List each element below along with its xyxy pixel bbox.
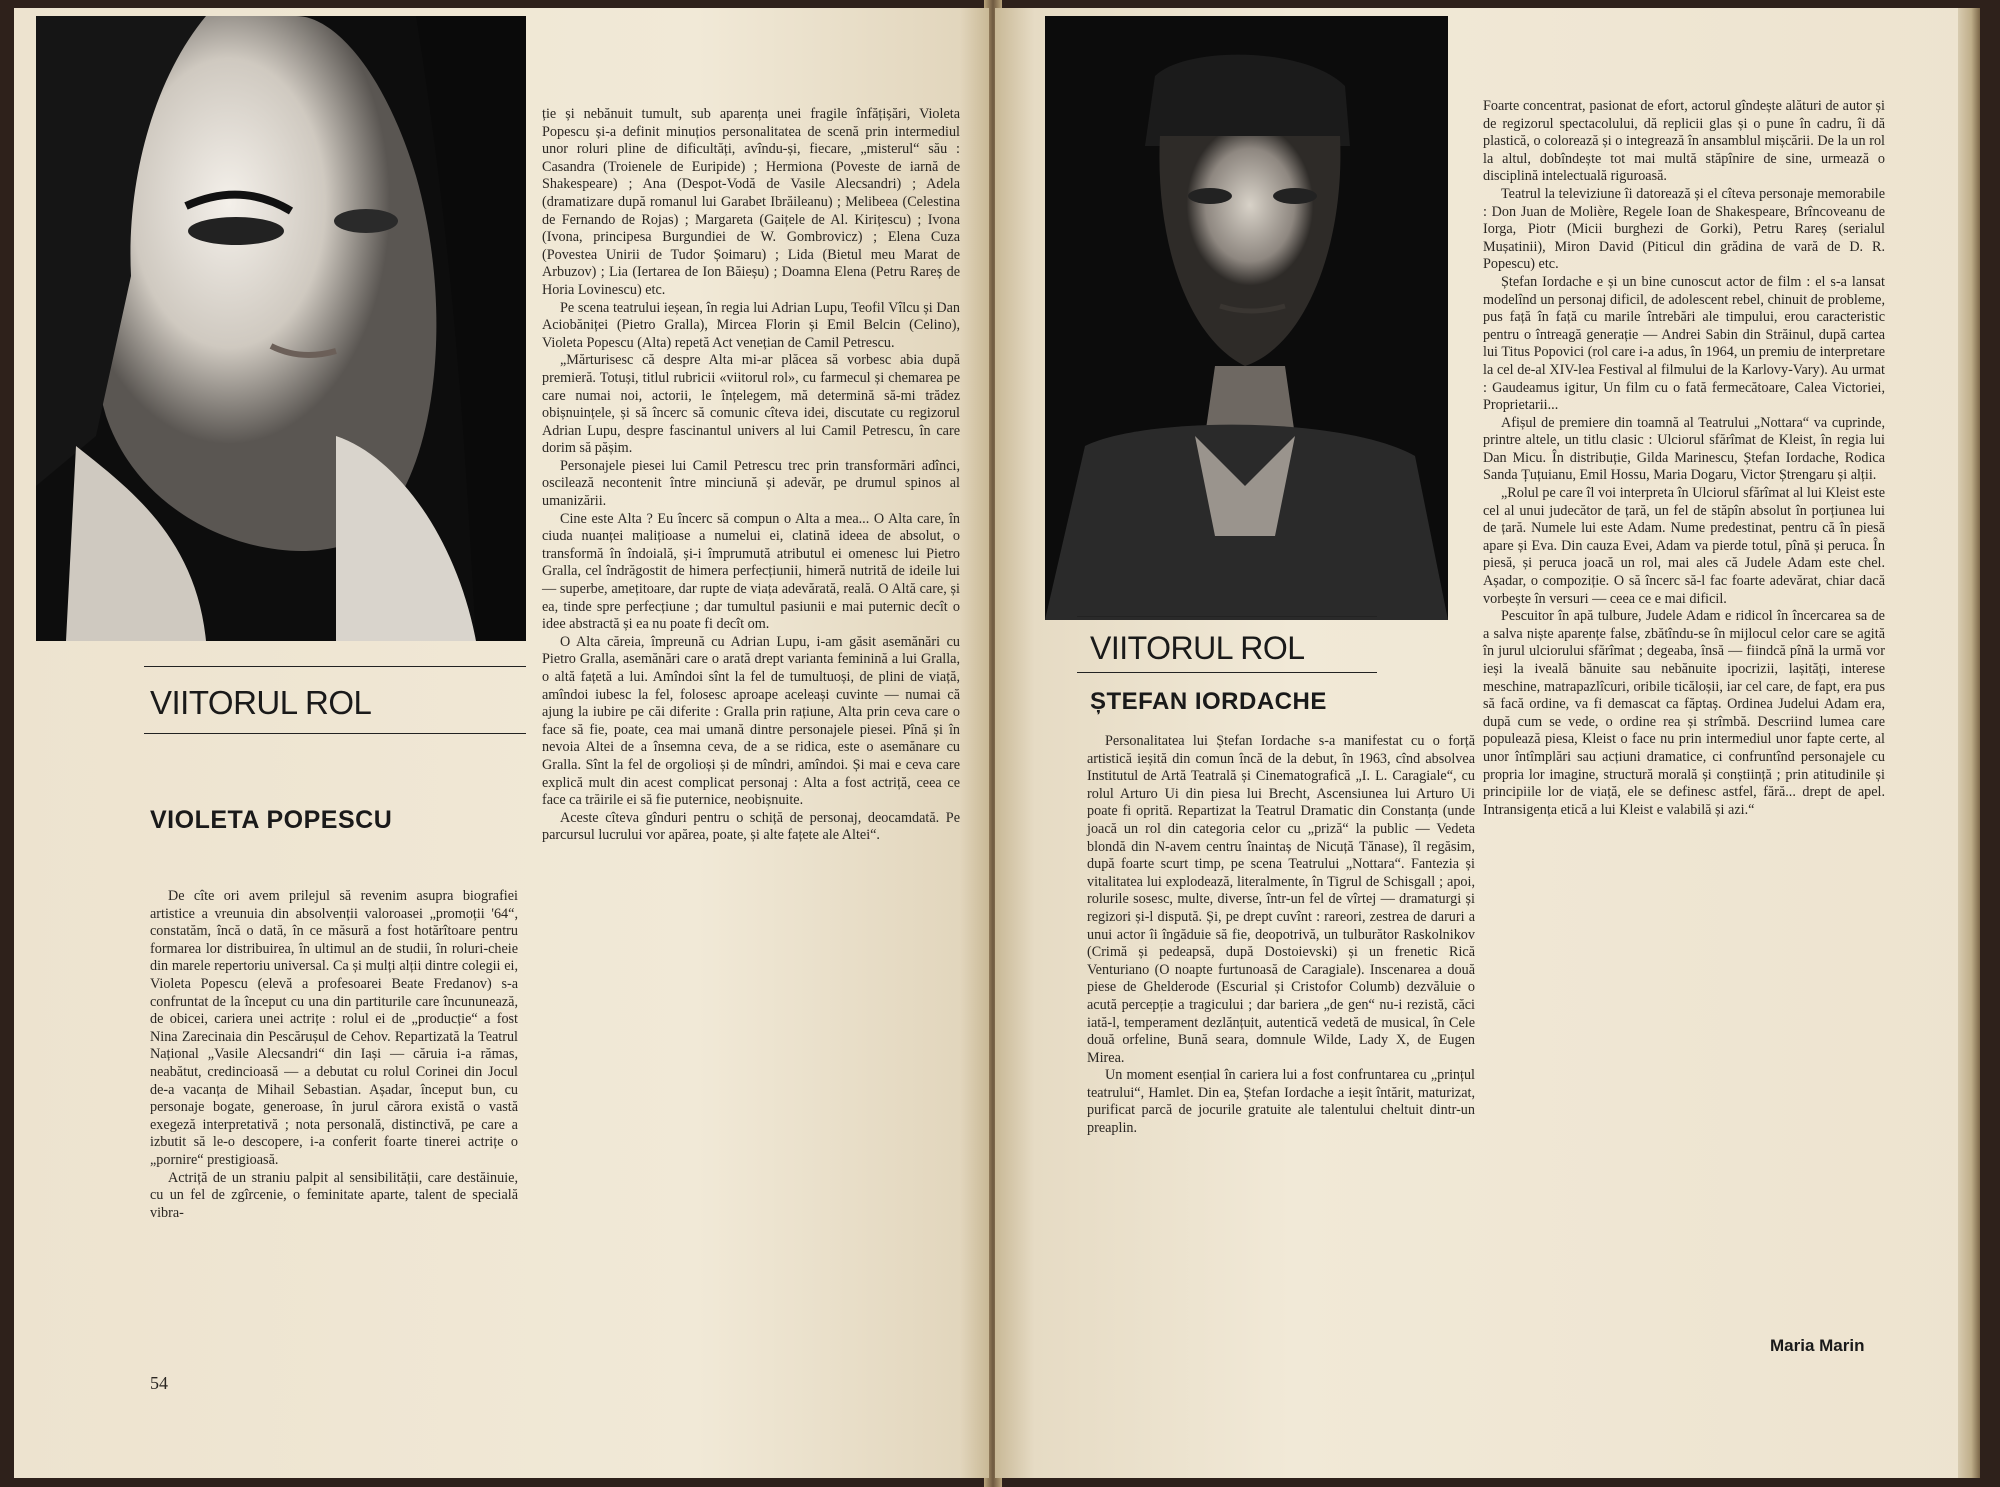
column-right-1 (1087, 733, 1475, 1383)
paragraph: Un moment esențial în cariera lui a fost confruntarea cu „prințul teatrului“, Hamlet. Din ea, Ștefan Iordache a ieșit întărit, maturizat, purificat parcă de jocurile gratuite ale talentului cheltuit dintr-un preaplin. (1087, 1067, 1475, 1137)
portrait-photo-stefan-iordache (1045, 16, 1448, 620)
portrait-photo-violeta-popescu (36, 16, 526, 641)
article-name: ȘTEFAN IORDACHE (1090, 688, 1327, 715)
rubric-title: VIITORUL ROL (150, 684, 372, 721)
right-page (995, 8, 1980, 1478)
paragraph: Personajele piesei lui Camil Petrescu trec prin transformări adînci, oscilează necontenit între minciună și adevăr, pe drumul spinos al umanizării. (542, 457, 960, 510)
page-number: 54 (150, 1373, 168, 1393)
paragraph: ție și nebănuit tumult, sub aparența unei fragile înfățișări, Violeta Popescu și-a definit minuțios personalitatea de scenă prin intermediul unor roluri pline de dificultăți, avîndu-și, fiecare, „misterul“ său : Casandra (Troienele de Euripide) ; Hermiona (Poveste de iarnă de Shakespeare) ; Ana (Despot-Vodă de Vasile Alecsandri) ; Adela (dramatizare după romanul lui Garabet Ibrăileanu) ; Melibeea (Celestina de Fernando de Rojas) ; Margareta (Gaițele de Al. Kirițescu) ; Ivona (Ivona, principesa Burgundiei de W. Gombrovicz) ; Elena Cuza (Povestea Unirii de Tudor Șoimaru) ; Lida (Bietul meu Marat de Arbuzov) ; Lia (Iertarea de Ion Băieșu) ; Doamna Elena (Petru Rareș de Horia Lovinescu) etc. (542, 106, 960, 298)
paragraph: Aceste cîteva gînduri pentru o schiță de personaj, deocamdată. Pe parcursul lucrului vor apărea, poate, și alte fațete ale Altei“. (542, 809, 960, 844)
paragraph: De cîte ori avem prilejul să revenim asupra biografiei artistice a vreunuia din absolvenții valoroasei „promoții '64“, constatăm, încă o dată, în ce măsură a fost hotărîtoare pentru formarea lor distribuirea, în ultimul an de studii, în roluri-cheie din marele repertoriu universal. Ca și mulți alții dintre colegii ei, Violeta Popescu (elevă a profesoarei Beate Fredanov) s-a confruntat de la început cu una din partiturile care încununează, de obicei, cariera unei actrițe : rolul ei de „producție“ a fost Nina Zarecinaia din Pescărușul de Cehov. Repartizată la Teatrul Național „Vasile Alecsandri“ din Iași — căruia i-a rămas, neabătut, credincioasă — a debutat cu rolul Corinei din Jocul de-a vacanța de Mihail Sebastian. Așadar, început bun, cu personaje bogate, generoase, în jurul cărora există o vastă exegeză interpretativă ; nota personală, distinctivă, pe care a izbutit să le-o descopere, i-a conferit foarte tinerei actrițe o „pornire“ prestigioasă. (150, 888, 518, 1168)
rubric-rule-bottom (1077, 672, 1377, 673)
paragraph: Personalitatea lui Ștefan Iordache s-a manifestat cu o forță artistică ieșită din comun încă de la debut, în 1963, cînd absolvea Institutul de Artă Teatrală și Cinematografică „I. L. Caragiale“, cu rolul Arturo Ui din piesa lui Brecht, Ascensiunea lui Arturo Ui poate fi oprită. Repartizat la Teatrul Dramatic din Constanța (unde joacă un rol din categoria celor cu „priză“ la public — Vedeta blondă din N-avem centru înaintaș de Nicuță Tănase), îl regăsim, după foarte scurt timp, pe scena Teatrului „Nottara“. Fantezia și vitalitatea lui explodează, literalmente, în Tigrul de Schisgall ; apoi, rolurile sosesc, multe, diverse, într-un fel de vîrtej — dramaturgi și regizori și-l dispută. Și, pe drept cuvînt : rareori, zestrea de daruri a unui actor îi îngăduie să fie, deopotrivă, un tulburător Raskolnikov (Crimă și pedeapsă, după Dostoievski) și un frenetic Rică Venturiano (O noapte furtunoasă de Caragiale). Inscenarea a două piese de Ghelderode (Escurial și Cristofor Columb) dezvăluie o acută percepție a tragicului ; dar bariera „de gen“ nu-i rezistă, căci iată-l, temperament dezlănțuit, autentică vedetă de musical, în Cele două orfeline, Bună seara, domnule Wilde, Lady X, de Eugen Mirea. (1087, 733, 1475, 1066)
paragraph: Ștefan Iordache e și un bine cunoscut actor de film : el s-a lansat modelînd un personaj dificil, de adolescent rebel, chinuit de probleme, pus față în față cu marile întrebări ale timpului, erou caracteristic pentru o întreagă generație — Andrei Sabin din Străinul, după cartea lui Titus Popovici (rol care i-a adus, în 1964, un premiu de interpretare la cel de-al XIV-lea Festival al filmului de la Karlovy-Vary). Au urmat : Gaudeamus igitur, Un film cu o fată fermecătoare, Calea Victoriei, Proprietarii... (1483, 273, 1885, 414)
paragraph: O Alta căreia, împreună cu Adrian Lupu, i-am găsit asemănări cu Pietro Gralla, asemănări care o arată drept varianta feminină a lui Gralla, o altă fațetă a lui. Amîndoi sînt la fel de tumultuoși, de plini de viață, amîndoi iubesc la fel, folosesc aproape aceleași cuvinte — numai că ajung la iubire pe căi diferite : Gralla prin rațiune, Alta prin ceva care o face să fie, poate, cea mai umană dintre personajele piesei. Pînă și în nevoia Altei de a însemna ceva, de a se ridica, este o asemănare cu Gralla. Sînt la fel de orgolioși și de mîndri, amîndoi. Și mai e ceva care explică mult din acest complicat personaj : Alta a fost actriță, ceea ce face ca trăirile ei să fie puternice, neobișnuite. (542, 633, 960, 809)
column-left-2 (542, 106, 960, 1381)
paragraph: „Rolul pe care îl voi interpreta în Ulciorul sfărîmat al lui Kleist este cel al unui judecător de țară, un fel de stăpîn absolut în porțiunea lui de țară. Numele lui este Adam. Nume predestinat, pentru că în piesă apare și Eva. Din cauza Evei, Adam va pierde totul, pînă și peruca. În piesă, și peruca joacă un rol, mai ales că Judele Adam este chel. Așadar, o compoziție. O să încerc să-l fac foarte adevărat, chiar dacă vorbește în versuri — ceea ce e mai dificil. (1483, 485, 1885, 607)
paragraph: Afișul de premiere din toamnă al Teatrului „Nottara“ va cuprinde, printre altele, un titlu clasic : Ulciorul sfărîmat de Kleist, în regia lui Dan Micu. În distribuție, Gilda Marinescu, Ștefan Iordache, Rodica Sanda Țuțuianu, Emil Hossu, Maria Dogaru, Victor Ștrengaru și alții. (1483, 414, 1885, 484)
author-byline: Maria Marin (1770, 1336, 1865, 1355)
column-left-1 (150, 888, 518, 1418)
left-page (14, 8, 989, 1478)
paragraph: Actriță de un straniu palpit al sensibilității, care destăinuie, cu un fel de zgîrcenie, o feminitate aparte, talent de specială vibra- (150, 1169, 518, 1221)
rubric-rule-top (144, 666, 526, 667)
paragraph: Pescuitor în apă tulbure, Judele Adam e ridicol în încercarea sa de a salva niște aparențe false, zbătîndu-se în mijlocul celor care se agită în jurul ulciorului sfărîmat ; degeaba, însă — fiindcă pînă la urmă vor ieși la iveală bănuite sau nebănuite ipocrizii, lașități, interese meschine, matrapazlîcuri, oribile ticăloșii, iar cel care, de fapt, era pus să facă ordine, va fi demascat ca făptaș. Ordinea Judelui Adam era, după cum se vede, o ordine rea și strîmbă. Descriind lumea care populează piesa, Kleist o face nu prin intermediul unor fapte certe, al unor întîmplări sau acțiuni dramatice, ci confruntînd personajele cu propria lor imagine, structură morală și conștiință ; prin atitudinile și principiile lor de viață, ele se definesc astfel, fără... drept de apel. Intransigența etică a lui Kleist e valabilă și azi.“ (1483, 608, 1885, 818)
rubric-title: VIITORUL ROL (1090, 630, 1305, 666)
paragraph: „Mărturisesc că despre Alta mi-ar plăcea să vorbesc abia după premieră. Totuși, titlul rubricii «viitorul rol», cu farmecul și chemarea pe care numai noi, actorii, le înțelegem, mă determină să-mi trădez obișnuințele, și să încerc să comunic cîteva idei, discutate cu regizorul Adrian Lupu, despre fascinantul univers al lui Camil Petrescu, în care dorim să pășim. (542, 352, 960, 457)
paragraph: Cine este Alta ? Eu încerc să compun o Alta a mea... O Alta care, în ciuda nuanței malițioase a numelui ei, clatină ideea de absolut, o transformă în îndoială, și-i împrumută atributul ei omenesc lui Pietro Gralla, cel îndrăgostit de himera perfecțiunii, himeră nutrită de ideile lui — superbe, amețitoare, dar rupte de viața adevărată, reală. O Altă care, și ea, tinde spre perfecțiune ; dar tumultul pasiunii e mai puternic decît o idee abstractă și ea nu poate fi decît om. (542, 510, 960, 633)
rubric-rule-bottom (144, 733, 526, 734)
book-edge (1958, 8, 1980, 1478)
rubric-rule-top (1077, 616, 1377, 617)
paragraph: Teatrul la televiziune îi datorează și el cîteva personaje memorabile : Don Juan de Molière, Regele Ioan de Shakespeare, Brîncoveanu de Iorga, Piotr (Micii burghezi de Gorki), Petru Rareș (serialul Mușatinii), Miron David (Piticul din grădina de vară de D. R. Popescu) etc. (1483, 185, 1885, 273)
paragraph: Pe scena teatrului ieșean, în regia lui Adrian Lupu, Teofil Vîlcu și Dan Aciobăniței (Pietro Gralla), Mircea Florin și Emil Belcin (Celino), Violeta Popescu (Alta) repetă Act venețian de Camil Petrescu. (542, 299, 960, 351)
article-name: VIOLETA POPESCU (150, 806, 393, 834)
column-right-2 (1483, 98, 1885, 1333)
paragraph: Foarte concentrat, pasionat de efort, actorul gîndește alături de autor și de regizorul spectacolului, dă replicii glas și o pune în cadru, îi dă plastică, o colorează și o integrează în ansamblul mișcării. De la un rol la altul, dobîndește tot mai multă stăpînire de sine, urmează o disciplină intelectuală riguroasă. (1483, 98, 1885, 185)
